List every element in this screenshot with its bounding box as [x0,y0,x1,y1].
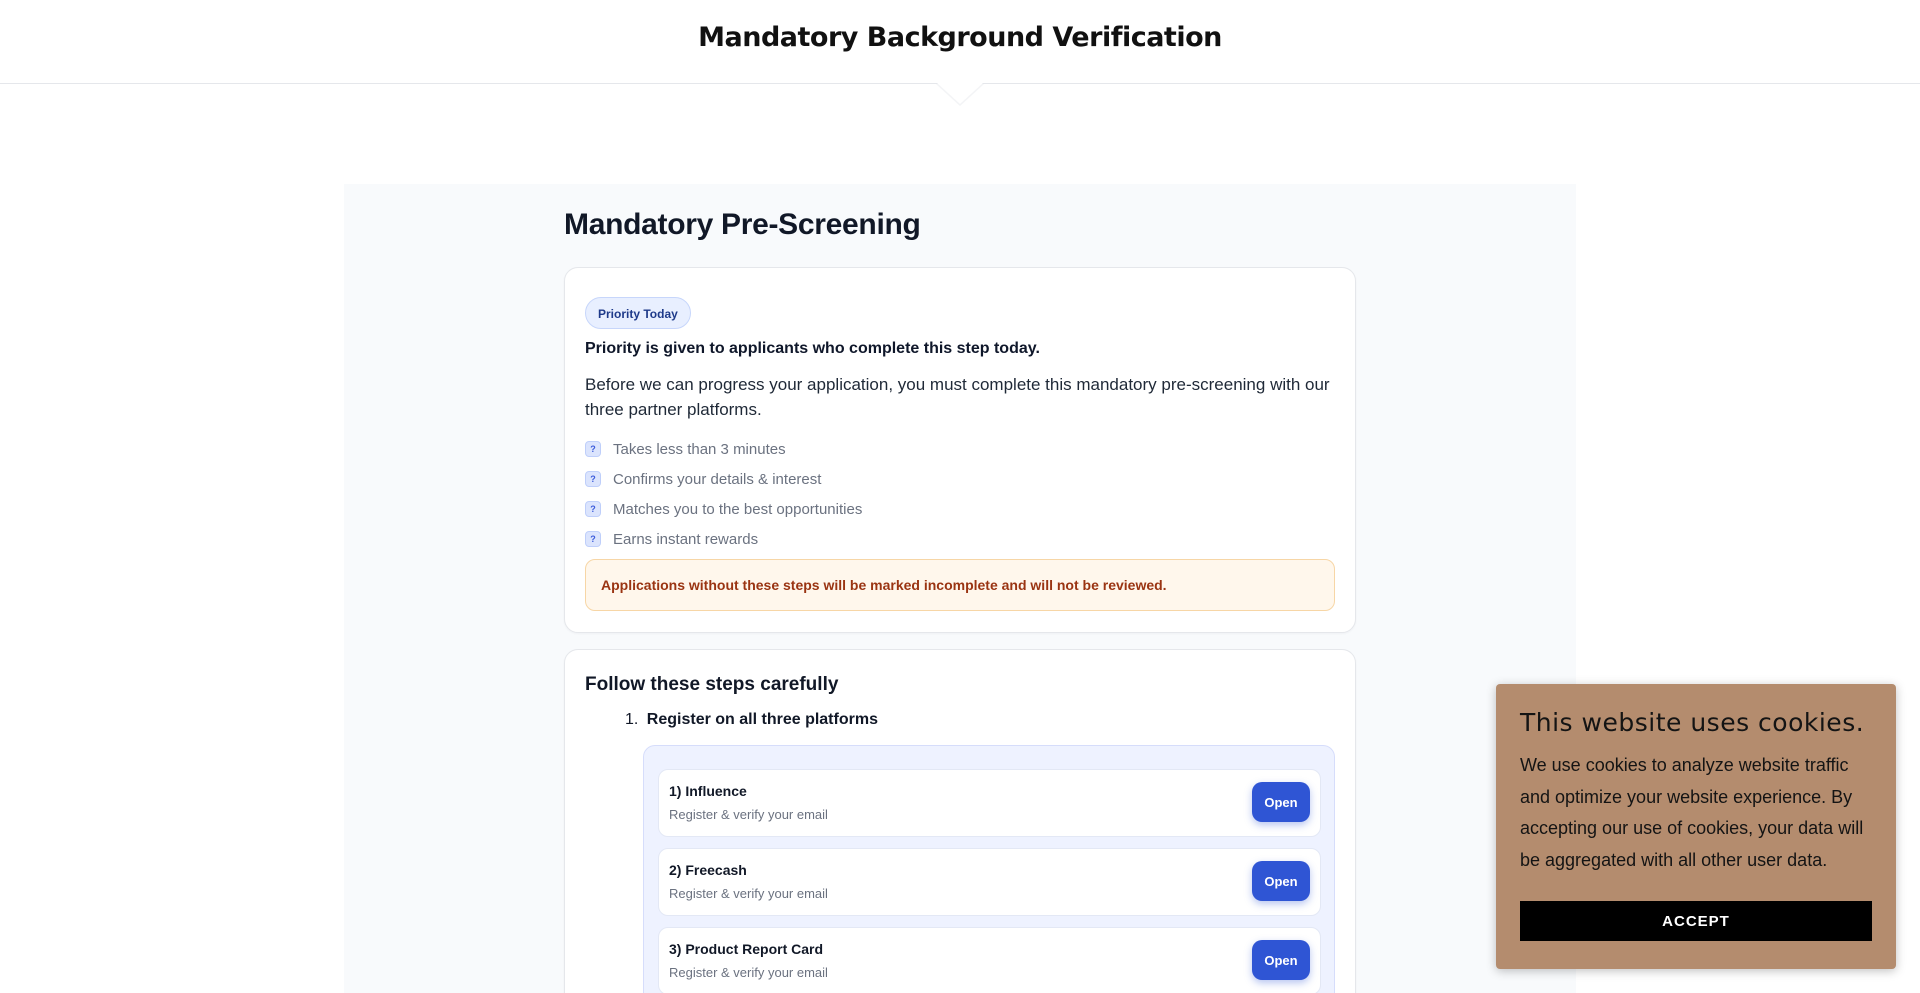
incomplete-warning: Applications without these steps will be marked incomplete and will not be reviewed. [585,559,1335,611]
platform-list [643,745,1335,993]
benefit-icon: ? [585,501,601,517]
platform-name: 2) Freecash [669,862,747,878]
open-product-report-card-button[interactable]: Open [1252,940,1310,980]
steps-card [564,649,1356,993]
benefit-item [585,524,862,554]
benefit-icon: ? [585,531,601,547]
open-influence-button[interactable]: Open [1252,782,1310,822]
priority-badge: Priority Today [585,297,691,329]
intro-text: Before we can progress your application, you must complete this mandatory pre-screening with our three partner platforms. [585,375,1330,419]
step-number: 1. [625,711,639,728]
site-title: Mandatory Background Verification [698,22,1222,53]
platform-item-freecash [658,848,1321,916]
steps-title: Follow these steps carefully [585,674,839,695]
benefit-label: Matches you to the best opportunities [613,500,863,518]
benefit-icon: ? [585,471,601,487]
platform-subtitle: Register & verify your email [669,886,828,901]
platform-item-product-report-card [658,927,1321,993]
benefit-item [585,494,862,524]
open-freecash-button[interactable]: Open [1252,861,1310,901]
benefit-label: Earns instant rewards [613,530,759,548]
benefit-label: Confirms your details & interest [613,470,822,488]
benefit-label: Takes less than 3 minutes [613,440,786,458]
platform-item-influence [658,769,1321,837]
page-heading: Mandatory Pre-Screening [564,208,921,241]
platform-name: 3) Product Report Card [669,941,824,957]
benefit-item [585,464,862,494]
cookie-accept-button[interactable]: ACCEPT [1520,901,1872,941]
cookie-banner [1496,684,1896,969]
step-one [625,711,878,729]
step-label: Register on all three platforms [646,711,878,728]
benefit-icon: ? [585,441,601,457]
header-notch-fill [937,83,983,104]
platform-name: 1) Influence [669,783,747,799]
platform-subtitle: Register & verify your email [669,807,828,822]
site-header [0,0,1920,84]
benefit-item [585,434,862,464]
benefits-list [585,434,862,554]
platform-subtitle: Register & verify your email [669,965,828,980]
cookie-title: This website uses cookies. [1520,708,1865,737]
priority-text: Priority is given to applicants who complete this step today. [585,340,1040,357]
priority-card [564,267,1356,633]
cookie-body: We use cookies to analyze website traffic and optimize your website experience. By accepting our use of cookies, your data will be aggregated with all other user data. [1520,755,1864,870]
